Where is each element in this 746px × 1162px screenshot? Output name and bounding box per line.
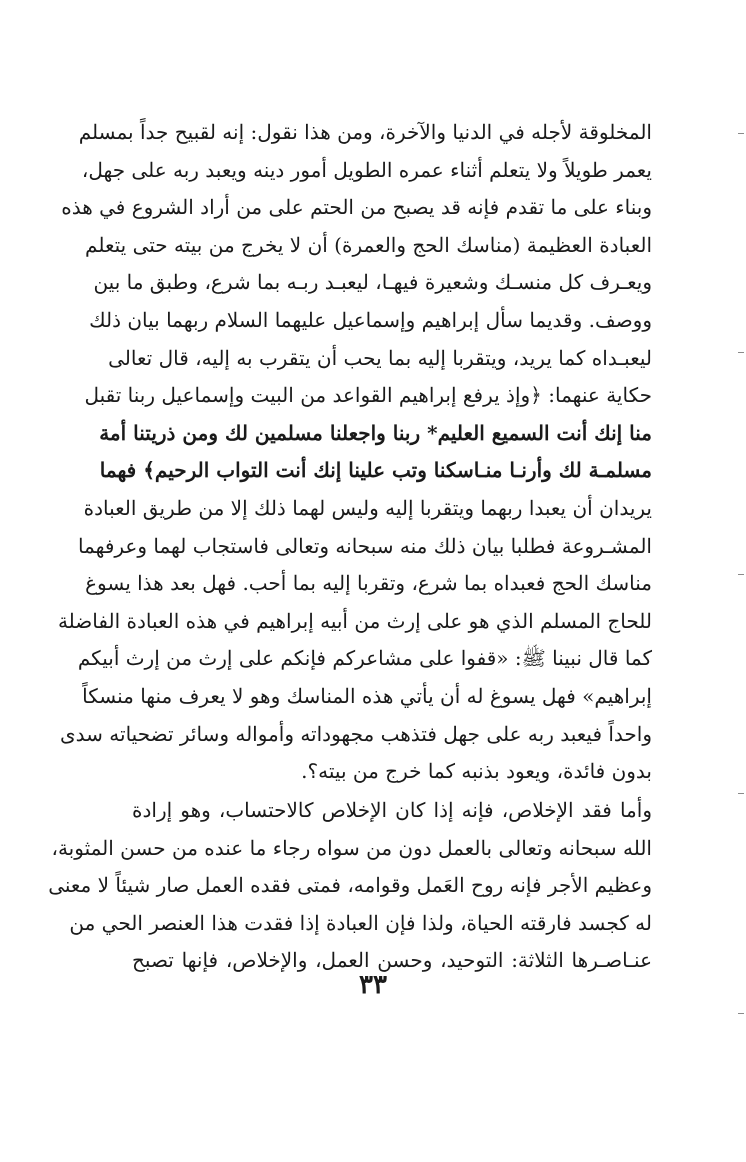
text-line: للحاج المسلم الذي هو على إرث من أبيه إبراهيم في هذه العبادة الفاضلة: [57, 608, 652, 633]
text-line: ووصف. وقديما سأل إبراهيم وإسماعيل عليهما السلام ربهما بيان ذلك: [89, 307, 652, 332]
scan-edge-mark: [738, 1013, 744, 1014]
scan-edge-mark: [738, 133, 744, 134]
quran-verse-line: مسلمـة لك وأرنـا منـاسكنا وتب علينا إنك أنت التواب الرحيم﴾ فهما: [99, 458, 652, 483]
text-line: وعظيم الأجر فإنه روح العَمل وقوامه، فمتى فقده العمل صار شيئاً لا معنى: [48, 873, 652, 898]
paragraph-1: [57, 114, 652, 791]
paragraph-2: [48, 792, 652, 980]
text-line: الله سبحانه وتعالى بالعمل دون من سواه رجاء ما عنده من حسن المثوبة،: [51, 835, 652, 860]
text-line: وأما فقد الإخلاص، فإنه إذا كان الإخلاص كالاحتساب، وهو إرادة: [132, 798, 652, 822]
text-line: وبناء على ما تقدم فإنه قد يصبح من الحتم على من أراد الشروع في هذه: [61, 195, 652, 220]
text-line: بدون فائدة، ويعود بذنبه كما خرج من بيته؟.: [301, 759, 652, 784]
quran-verse-line: منا إنك أنت السميع العليم* ربنا واجعلنا مسلمين لك ومن ذريتنا أمة: [99, 420, 652, 445]
text-line: مناسك الحج فعبداه بما شرع، وتقربا إليه بما أحب. فهل بعد هذا يسوغ: [85, 571, 652, 596]
text-line: إبراهيم» فهل يسوغ له أن يأتي هذه المناسك وهو لا يعرف منها منسكاً: [82, 683, 652, 708]
text-line: المشـروعة فطلبا بيان ذلك منه سبحانه وتعالى فاستجاب لهما وعرفهما: [77, 533, 652, 558]
text-line: ليعبـداه كما يريد، ويتقربا إليه بما يحب أن يتقرب به إليه، قال تعالى: [108, 345, 652, 370]
scan-edge-mark: [738, 793, 744, 794]
scan-edge-mark: [738, 574, 744, 575]
text-line: كما قال نبينا ﷺ: «قفوا على مشاعركم فإنكم على إرث من إرث أبيكم: [77, 646, 652, 671]
scan-edge-mark: [738, 352, 744, 353]
text-line: المخلوقة لأجله في الدنيا والآخرة، ومن هذا نقول: إنه لقبيح جداً بمسلم: [78, 120, 652, 144]
text-line: يعمر طويلاً ولا يتعلم أثناء عمره الطويل أمور دينه ويعبد ربه على جهل،: [81, 157, 652, 182]
text-line: عنـاصـرها الثلاثة: التوحيد، وحسن العمل، والإخلاص، فإنها تصبح: [132, 948, 652, 973]
text-line: له كجسد فارقته الحياة، ولذا فإن العبادة إذا فقدت هذا العنصر الحي من: [69, 910, 652, 935]
text-line: العبادة العظيمة (مناسك الحج والعمرة) أن لا يخرج من بيته حتى يتعلم: [85, 232, 652, 257]
text-line: واحداً فيعبد ربه على جهل فتذهب مجهوداته وأمواله وسائر تضحياته سدى: [60, 721, 652, 746]
text-line: حكاية عنهما: ﴿وإذ يرفع إبراهيم القواعد من البيت وإسماعيل ربنا تقبل: [84, 383, 652, 408]
text-line: ويعـرف كل منسـك وشعيرة فيهـا، ليعبـد ربـه بما شرع، وطبق ما بين: [93, 270, 652, 295]
text-line: يريدان أن يعبدا ربهما ويتقربا إليه وليس لهما ذلك إلا من طريق العبادة: [83, 495, 652, 520]
page-number: ٣٣: [359, 970, 387, 1000]
